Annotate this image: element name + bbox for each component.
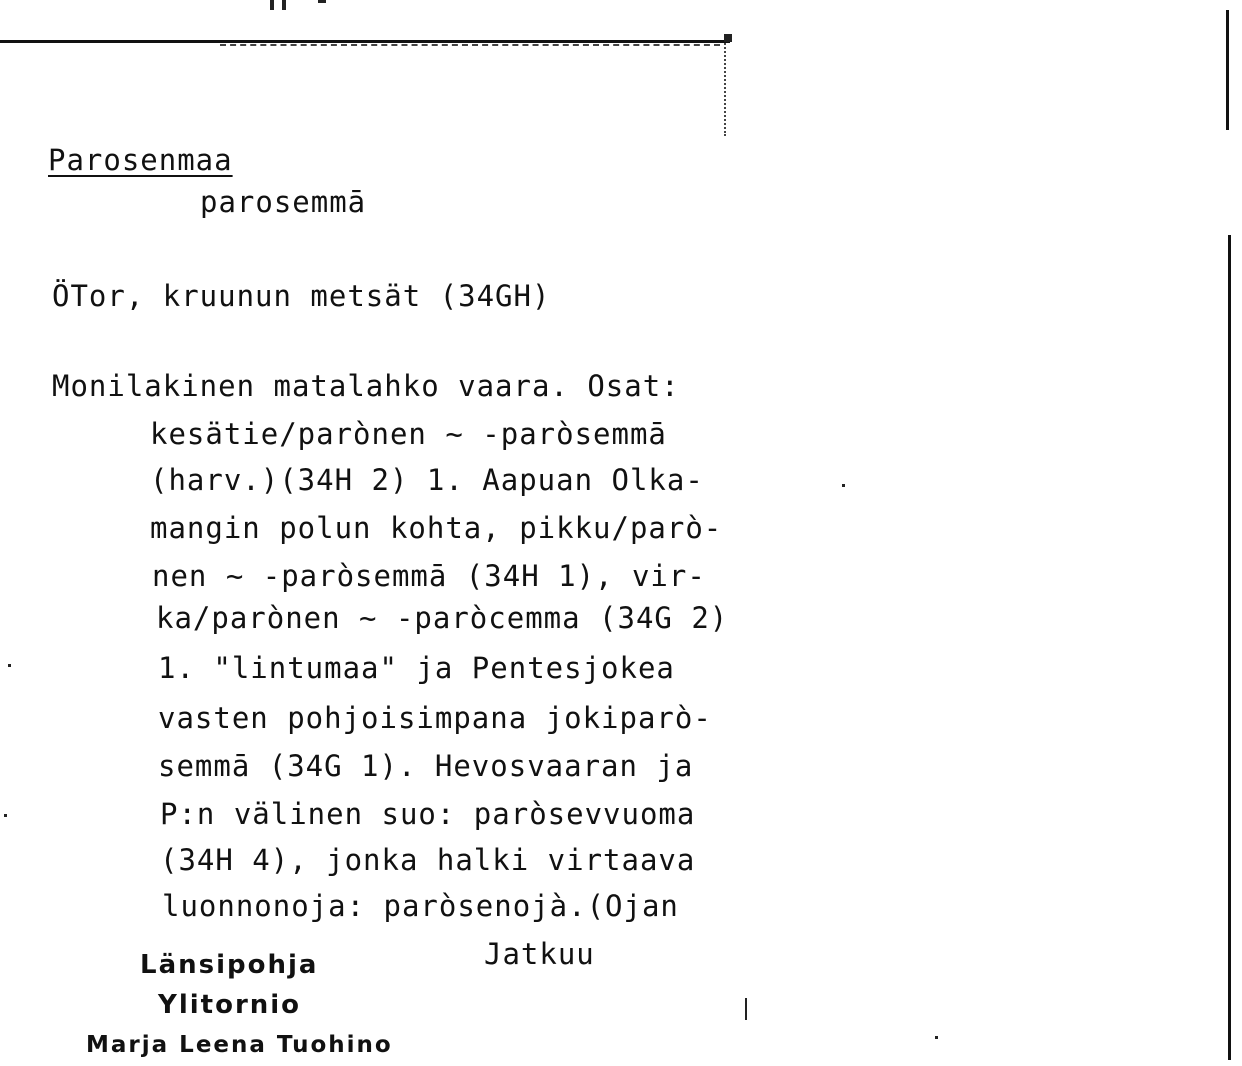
top-rule-dashed [220,44,720,46]
location-line: ÖTor, kruunun metsät (34GH) [52,279,551,313]
scan-speck [724,34,732,42]
pronunciation: parosemmā [200,185,367,219]
continued-label: Jatkuu [484,937,595,971]
footer-collector: Marja Leena Tuohino [86,1032,393,1058]
card-title: Parosenmaa [48,143,233,177]
footer-parish: Ylitornio [158,990,302,1020]
scan-speck [4,814,7,817]
body-line-6: ka/parònen ~ -paròcemma (34G 2) [156,601,729,635]
scan-speck [745,998,747,1020]
body-line-3: (harv.)(34H 2) 1. Aapuan Olka- [150,463,704,497]
scan-speck [8,664,11,667]
body-line-10: P:n välinen suo: paròsevvuoma [160,797,696,831]
body-line-12: luonnonoja: paròsenojà.(Ojan [162,889,679,923]
footer-region: Länsipohja [140,950,319,980]
scan-speck [318,0,326,3]
dotted-vertical-line [724,36,726,136]
scan-speck [935,1036,938,1039]
body-line-5: nen ~ -paròsemmā (34H 1), vir- [152,559,706,593]
body-line-7: 1. "lintumaa" ja Pentesjokea [158,651,675,685]
scan-speck [282,0,286,10]
scan-speck [270,0,274,10]
body-line-11: (34H 4), jonka halki virtaava [160,843,696,877]
body-line-2: kesätie/parònen ~ -paròsemmā [150,417,667,451]
right-edge-line-bottom [1228,235,1231,1060]
scan-speck [842,484,845,487]
body-line-9: semmā (34G 1). Hevosvaaran ja [158,749,694,783]
right-edge-line-top [1226,10,1229,130]
body-line-8: vasten pohjoisimpana jokiparò- [158,701,712,735]
body-line-1: Monilakinen matalahko vaara. Osat: [52,369,680,403]
top-rule [0,40,730,43]
body-line-4: mangin polun kohta, pikku/parò- [150,511,723,545]
